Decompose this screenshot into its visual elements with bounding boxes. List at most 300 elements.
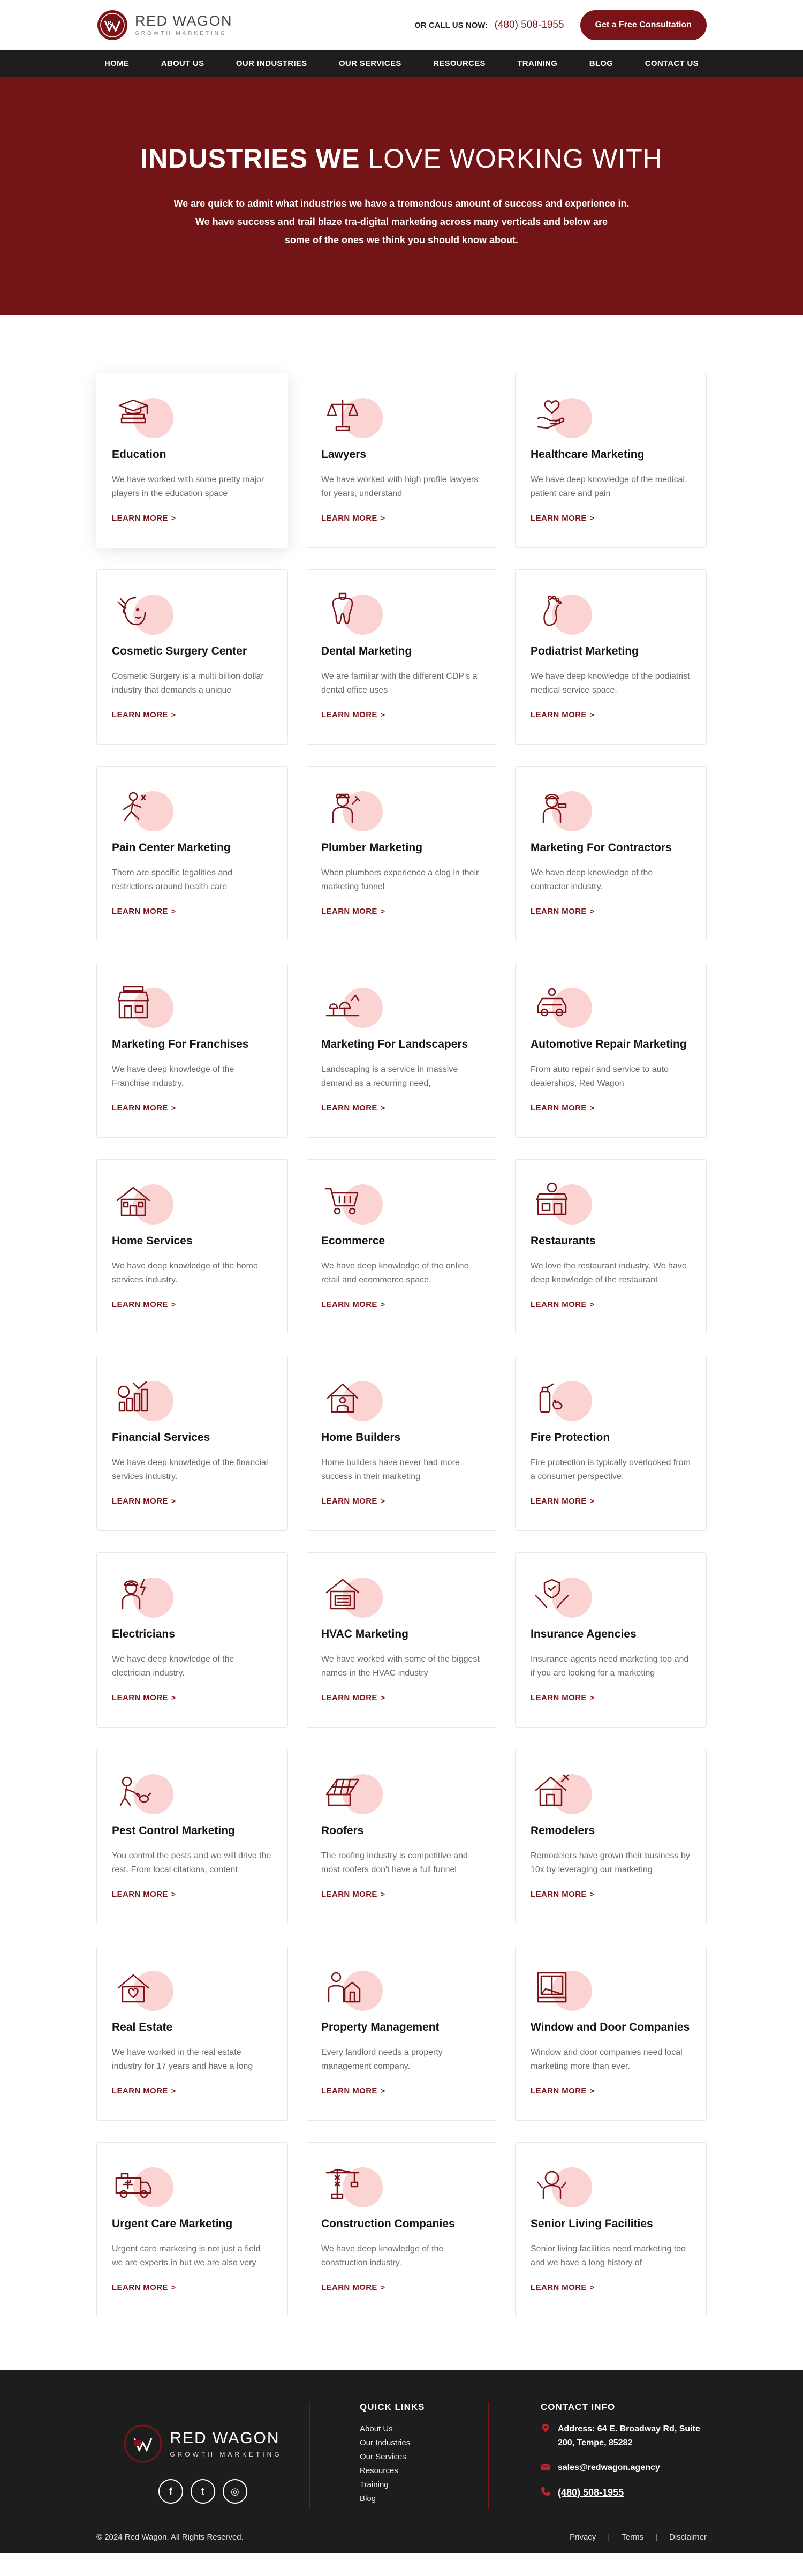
industry-card-icon-wrap [112, 1378, 176, 1421]
industry-card-description: Insurance agents need marketing too and if you are looking for a marketing [531, 1655, 689, 1678]
legal-links [570, 2533, 707, 2542]
industry-card-title: Window and Door Companies [531, 2021, 690, 2033]
footer-link-about-us[interactable]: About Us [360, 2424, 393, 2434]
footer-link-training[interactable]: Training [360, 2480, 389, 2489]
chevron-right-icon: > [380, 514, 385, 522]
footer-contact-info [541, 2402, 712, 2510]
chevron-right-icon: > [171, 907, 176, 915]
chevron-right-icon: > [171, 2283, 176, 2292]
footer-quick-links [360, 2402, 425, 2506]
industry-card-description: We are familiar with the different CDP's a dental office uses [321, 672, 478, 695]
industry-card[interactable] [515, 766, 707, 941]
learn-more-link[interactable] [112, 1497, 272, 1506]
learn-more-link[interactable] [531, 1693, 691, 1702]
learn-more-link[interactable] [531, 1890, 691, 1899]
hero-description-line: We have success and trail blaze tra-digital marketing across many verticals and below are [195, 216, 608, 227]
industry-card-title: Restaurants [531, 1235, 596, 1247]
chevron-right-icon: > [380, 710, 385, 719]
industry-card-description: We have deep knowledge of the contractor industry. [531, 868, 653, 891]
learn-more-link[interactable] [112, 2283, 272, 2292]
industry-card-title: Ecommerce [321, 1235, 385, 1247]
industry-card-title: Construction Companies [321, 2218, 455, 2230]
industry-card-icon-wrap [531, 395, 595, 438]
footer-brand-name: RED WAGON [170, 2429, 280, 2447]
page-title [140, 143, 663, 174]
industries-grid [96, 373, 707, 2317]
industry-card-icon-wrap [531, 1574, 595, 1617]
industry-card-description: We have worked with high profile lawyers for years, understand [321, 475, 479, 498]
learn-more-label: LEARN MORE [112, 2086, 168, 2096]
learn-more-link[interactable] [112, 710, 272, 719]
learn-more-label: LEARN MORE [531, 1103, 587, 1113]
plumber-icon [321, 788, 364, 831]
industry-card-title: Roofers [321, 1824, 364, 1837]
nav-item-training[interactable]: TRAINING [517, 58, 558, 68]
industry-card[interactable] [96, 1159, 288, 1334]
industry-card[interactable] [515, 373, 707, 548]
learn-more-label: LEARN MORE [531, 1300, 587, 1309]
industry-card-title: Home Builders [321, 1431, 401, 1444]
learn-more-label: LEARN MORE [531, 907, 587, 916]
industry-card-title: Urgent Care Marketing [112, 2218, 233, 2230]
learn-more-link[interactable] [112, 1890, 272, 1899]
industry-card-description: Home builders have never had more success in their marketing [321, 1458, 460, 1481]
learn-more-label: LEARN MORE [531, 1693, 587, 1702]
industry-card-description: When plumbers experience a clog in their marketing funnel [321, 868, 479, 891]
car-icon [531, 985, 573, 1027]
learn-more-label: LEARN MORE [321, 1890, 377, 1899]
industry-card-icon-wrap [531, 985, 595, 1027]
industry-card-description: We have worked in the real estate industry for 17 years and have a long [112, 2048, 253, 2071]
learn-more-link[interactable] [531, 2086, 691, 2096]
industry-card-icon-wrap [112, 2164, 176, 2207]
industry-card-icon-wrap [112, 985, 176, 1027]
nav-item-blog[interactable]: BLOG [589, 58, 613, 68]
senior-icon [531, 2164, 573, 2207]
footer-link-our-services[interactable]: Our Services [360, 2452, 406, 2461]
restaurant-icon [531, 1181, 573, 1224]
learn-more-label: LEARN MORE [112, 1890, 168, 1899]
privacy-link[interactable]: Privacy [570, 2533, 596, 2542]
industry-card-description: Every landlord needs a property management company. [321, 2048, 443, 2071]
learn-more-label: LEARN MORE [531, 514, 587, 523]
industry-card-description: We have deep knowledge of the online retail and ecommerce space. [321, 1261, 469, 1285]
industry-card-description: We have worked with some of the biggest names in the HVAC industry [321, 1655, 480, 1678]
learn-more-label: LEARN MORE [112, 2283, 168, 2292]
envelope-icon [541, 2462, 550, 2472]
nav-item-our-services[interactable]: OUR SERVICES [338, 58, 402, 68]
learn-more-label: LEARN MORE [321, 2086, 377, 2096]
map-pin-icon [541, 2423, 550, 2433]
industry-card-title: Fire Protection [531, 1431, 610, 1444]
learn-more-label: LEARN MORE [531, 1890, 587, 1899]
footer-link-resources[interactable]: Resources [360, 2466, 398, 2475]
industry-card-icon-wrap [321, 1378, 385, 1421]
learn-more-link[interactable] [531, 2283, 691, 2292]
site-footer [0, 2370, 803, 2553]
industry-card-title: Real Estate [112, 2021, 173, 2033]
brand-name: RED WAGON [135, 12, 232, 29]
industry-card-icon-wrap [321, 591, 385, 634]
industry-card-description: Window and door companies need local marketing more than ever. [531, 2048, 683, 2071]
industry-card-icon-wrap [321, 1771, 385, 1814]
learn-more-link[interactable] [321, 2086, 482, 2096]
industry-card-title: Financial Services [112, 1431, 210, 1444]
industry-card-title: Automotive Repair Marketing [531, 1038, 687, 1050]
chevron-right-icon: > [171, 1890, 176, 1898]
learn-more-link[interactable] [321, 1103, 482, 1113]
chevron-right-icon: > [171, 1497, 176, 1505]
learn-more-link[interactable] [321, 907, 482, 916]
contact-heading: CONTACT INFO [541, 2402, 616, 2412]
brand-tagline: GROWTH MARKETING [135, 30, 227, 36]
chevron-right-icon: > [589, 710, 595, 719]
learn-more-link[interactable] [321, 514, 482, 523]
chevron-right-icon: > [380, 1497, 385, 1505]
chevron-right-icon: > [380, 1300, 385, 1309]
industry-card-icon-wrap [531, 1181, 595, 1224]
learn-more-link[interactable] [321, 2283, 482, 2292]
industry-card[interactable] [96, 766, 288, 941]
industry-card-title: HVAC Marketing [321, 1628, 408, 1640]
nav-item-home[interactable]: HOME [104, 58, 130, 68]
learn-more-link[interactable] [531, 710, 691, 719]
industry-card[interactable] [96, 2142, 288, 2317]
industry-card-description: Senior living facilities need marketing too and we have a long history of [531, 2244, 686, 2267]
footer-divider [309, 2402, 310, 2509]
learn-more-label: LEARN MORE [321, 907, 377, 916]
industry-card-title: Podiatrist Marketing [531, 645, 639, 657]
industry-card-description: We have deep knowledge of the electrician industry. [112, 1655, 234, 1678]
industry-card-icon-wrap [112, 1574, 176, 1617]
industry-card[interactable] [306, 1356, 497, 1531]
phone-icon [541, 2487, 550, 2496]
face-icon [112, 591, 155, 634]
learn-more-label: LEARN MORE [321, 1497, 377, 1506]
learn-more-label: LEARN MORE [112, 1693, 168, 1702]
learn-more-link[interactable] [112, 1693, 272, 1702]
industry-card-title: Marketing For Contractors [531, 842, 672, 854]
industry-card-description: We have deep knowledge of the podiatrist medical service space. [531, 672, 690, 695]
learn-more-link[interactable] [531, 514, 691, 523]
industry-card[interactable] [96, 569, 288, 745]
industry-card[interactable] [306, 1159, 497, 1334]
industry-card-title: Plumber Marketing [321, 842, 423, 854]
industry-card-description: Fire protection is typically overlooked from a consumer perspective. [531, 1458, 691, 1481]
learn-more-label: LEARN MORE [321, 1300, 377, 1309]
quick-links-heading: QUICK LINKS [360, 2402, 425, 2412]
learn-more-label: LEARN MORE [321, 710, 377, 719]
terms-link[interactable]: Terms [622, 2533, 644, 2542]
instagram-icon[interactable]: ◎ [223, 2479, 247, 2504]
learn-more-label: LEARN MORE [321, 2283, 377, 2292]
industry-card-icon-wrap [112, 591, 176, 634]
industry-card[interactable] [515, 1159, 707, 1334]
copyright-text: © 2024 Red Wagon. All Rights Reserved. [96, 2533, 244, 2542]
chevron-right-icon: > [589, 1300, 595, 1309]
industries-section [0, 315, 803, 2370]
industry-card-description: The roofing industry is competitive and most roofers don't have a full funnel [321, 1851, 468, 1874]
chevron-right-icon: > [380, 1103, 385, 1112]
industry-card-icon-wrap [112, 1967, 176, 2010]
industry-card-icon-wrap [321, 395, 385, 438]
main-nav [0, 50, 803, 77]
industry-card[interactable] [96, 1552, 288, 1728]
learn-more-label: LEARN MORE [112, 1103, 168, 1113]
industry-card-description: Cosmetic Surgery is a multi billion dollar industry that demands a unique [112, 672, 264, 695]
wagon-logo-icon [96, 9, 128, 41]
industry-card[interactable] [306, 569, 497, 745]
scales-icon [321, 395, 364, 438]
remodel-icon [531, 1771, 573, 1814]
industry-card-title: Property Management [321, 2021, 440, 2033]
learn-more-link[interactable] [112, 1103, 272, 1113]
learn-more-link[interactable] [112, 1300, 272, 1309]
cart-icon [321, 1181, 364, 1224]
footer-divider [488, 2402, 489, 2509]
property-icon [321, 1967, 364, 2010]
industry-card-icon-wrap [321, 1967, 385, 2010]
pain-icon [112, 788, 155, 831]
graduation-icon [112, 395, 155, 438]
learn-more-label: LEARN MORE [321, 1693, 377, 1702]
industry-card[interactable] [515, 1946, 707, 2121]
chevron-right-icon: > [380, 2086, 385, 2095]
industry-card-description: There are specific legalities and restrictions around health care [112, 868, 233, 891]
chevron-right-icon: > [380, 1890, 385, 1898]
industry-card-title: Cosmetic Surgery Center [112, 645, 247, 657]
industry-card-description: We have deep knowledge of the Franchise industry. [112, 1065, 234, 1088]
foot-icon [531, 591, 573, 634]
learn-more-label: LEARN MORE [531, 1497, 587, 1506]
industry-card-description: We have deep knowledge of the medical, patient care and pain [531, 475, 687, 498]
svg-text:R: R [107, 19, 112, 27]
chevron-right-icon: > [589, 1890, 595, 1898]
industry-card-icon-wrap [321, 985, 385, 1027]
chevron-right-icon: > [171, 1300, 176, 1309]
learn-more-label: LEARN MORE [112, 1300, 168, 1309]
chevron-right-icon: > [589, 1693, 595, 1702]
shield-hands-icon [531, 1574, 573, 1617]
industry-card[interactable] [515, 963, 707, 1138]
industry-card-icon-wrap [531, 2164, 595, 2207]
industry-card[interactable] [96, 1356, 288, 1531]
industry-card-description: Remodelers have grown their business by 10x by leveraging our marketing [531, 1851, 690, 1874]
learn-more-label: LEARN MORE [112, 514, 168, 523]
disclaimer-link[interactable]: Disclaimer [669, 2533, 707, 2542]
learn-more-link[interactable] [112, 2086, 272, 2096]
window-icon [531, 1967, 573, 2010]
chevron-right-icon: > [589, 1497, 595, 1505]
industry-card-icon-wrap [531, 1771, 595, 1814]
industry-card[interactable] [306, 766, 497, 941]
industry-card-title: Senior Living Facilities [531, 2218, 653, 2230]
footer-link-our-industries[interactable]: Our Industries [360, 2438, 411, 2447]
learn-more-link[interactable] [531, 1497, 691, 1506]
footer-phone-link[interactable]: (480) 508-1955 [558, 2487, 624, 2498]
footer-brand-logo[interactable] [124, 2424, 282, 2463]
chevron-right-icon: > [589, 907, 595, 915]
learn-more-link[interactable] [112, 907, 272, 916]
industry-card[interactable] [306, 373, 497, 548]
chevron-right-icon: > [171, 1103, 176, 1112]
industry-card-title: Healthcare Marketing [531, 448, 645, 461]
nav-item-our-industries[interactable]: OUR INDUSTRIES [236, 58, 307, 68]
learn-more-label: LEARN MORE [321, 1103, 377, 1113]
roof-icon [321, 1771, 364, 1814]
hero-description [174, 194, 630, 249]
industry-card[interactable] [306, 1749, 497, 1924]
industry-card-title: Pest Control Marketing [112, 1824, 235, 1837]
header-phone-link[interactable]: (480) 508-1955 [494, 19, 564, 31]
crane-icon [321, 2164, 364, 2207]
real-estate-icon [112, 1967, 155, 2010]
learn-more-link[interactable] [321, 1693, 482, 1702]
wagon-logo-icon [124, 2424, 162, 2463]
industry-card[interactable] [306, 1946, 497, 2121]
learn-more-link[interactable] [531, 1103, 691, 1113]
chevron-right-icon: > [380, 1693, 385, 1702]
industry-card-title: Dental Marketing [321, 645, 412, 657]
industry-card-description: We love the restaurant industry. We have deep knowledge of the restaurant [531, 1261, 687, 1285]
chevron-right-icon: > [589, 2086, 595, 2095]
industry-card-icon-wrap [112, 395, 176, 438]
heart-hand-icon [531, 395, 573, 438]
industry-card-icon-wrap [321, 1181, 385, 1224]
learn-more-link[interactable] [321, 1890, 482, 1899]
tooth-icon [321, 591, 364, 634]
industry-card-icon-wrap [112, 1771, 176, 1814]
industry-card-icon-wrap [321, 1574, 385, 1617]
learn-more-label: LEARN MORE [531, 710, 587, 719]
chevron-right-icon: > [589, 2283, 595, 2292]
ambulance-icon [112, 2164, 155, 2207]
industry-card-title: Marketing For Franchises [112, 1038, 249, 1050]
industry-card-title: Marketing For Landscapers [321, 1038, 468, 1050]
learn-more-link[interactable] [531, 1300, 691, 1309]
industry-card[interactable] [515, 569, 707, 745]
industry-card-description: We have deep knowledge of the financial services industry. [112, 1458, 268, 1481]
learn-more-label: LEARN MORE [112, 907, 168, 916]
industry-card-icon-wrap [531, 591, 595, 634]
industry-card[interactable] [96, 1749, 288, 1924]
industry-card-title: Pain Center Marketing [112, 842, 231, 854]
home-builder-icon [321, 1378, 364, 1421]
industry-card-description: We have deep knowledge of the home services industry. [112, 1261, 258, 1285]
learn-more-label: LEARN MORE [531, 2283, 587, 2292]
industry-card-title: Home Services [112, 1235, 193, 1247]
site-header [0, 0, 803, 50]
chevron-right-icon: > [380, 2283, 385, 2292]
industry-card-icon-wrap [112, 788, 176, 831]
legal-separator: | [608, 2533, 610, 2542]
industry-card-description: Urgent care marketing is not just a field we are experts in but we are also very [112, 2244, 261, 2267]
industry-card-title: Electricians [112, 1628, 175, 1640]
house-icon [112, 1181, 155, 1224]
learn-more-link[interactable] [321, 710, 482, 719]
industry-card-description: You control the pests and we will drive the rest. From local citations, content [112, 1851, 271, 1874]
industry-card-description: Landscaping is a service in massive demand as a recurring need, [321, 1065, 458, 1088]
industry-card-description: From auto repair and service to auto dealerships, Red Wagon [531, 1065, 669, 1088]
nav-item-about-us[interactable]: ABOUT US [161, 58, 204, 68]
industry-card-icon-wrap [531, 1378, 595, 1421]
industry-card[interactable] [96, 963, 288, 1138]
learn-more-label: LEARN MORE [321, 514, 377, 523]
industry-card-icon-wrap [321, 2164, 385, 2207]
industry-card-icon-wrap [112, 1181, 176, 1224]
industry-card[interactable] [515, 2142, 707, 2317]
industry-card[interactable] [306, 1552, 497, 1728]
landscape-icon [321, 985, 364, 1027]
footer-address: Address: 64 E. Broadway Rd, Suite 200, Tempe, 85282 [558, 2424, 700, 2447]
footer-brand-tagline: GROWTH MARKETING [170, 2451, 282, 2458]
industry-card-description: We have deep knowledge of the construction industry. [321, 2244, 444, 2267]
page-title-light: LOVE WORKING WITH [368, 143, 663, 174]
industry-card[interactable] [96, 1946, 288, 2121]
industry-card-icon-wrap [531, 788, 595, 831]
learn-more-link[interactable] [112, 514, 272, 523]
industry-card[interactable] [306, 2142, 497, 2317]
industry-card-title: Insurance Agencies [531, 1628, 637, 1640]
learn-more-link[interactable] [321, 1300, 482, 1309]
industry-card[interactable] [96, 373, 288, 548]
legal-separator: | [655, 2533, 657, 2542]
industry-card-title: Remodelers [531, 1824, 595, 1837]
storefront-icon [112, 985, 155, 1027]
learn-more-label: LEARN MORE [112, 710, 168, 719]
industry-card-title: Lawyers [321, 448, 367, 461]
brand-logo[interactable] [96, 9, 232, 41]
chevron-right-icon: > [589, 514, 595, 522]
social-links [158, 2479, 247, 2504]
facebook-icon[interactable]: f [158, 2479, 183, 2504]
twitter-icon[interactable]: t [191, 2479, 215, 2504]
hero-description-line: We are quick to admit what industries we have a tremendous amount of success and experience in. [173, 198, 630, 209]
call-label: OR CALL US NOW: [414, 20, 488, 30]
chevron-right-icon: > [171, 2086, 176, 2095]
contractor-icon [531, 788, 573, 831]
hero-banner [0, 77, 803, 315]
page-title-strong: INDUSTRIES WE [140, 143, 360, 174]
industry-card[interactable] [515, 1356, 707, 1531]
industry-card[interactable] [515, 1552, 707, 1728]
footer-link-blog[interactable]: Blog [360, 2494, 376, 2503]
extinguisher-icon [531, 1378, 573, 1421]
chevron-right-icon: > [171, 710, 176, 719]
chevron-right-icon: > [589, 1103, 595, 1112]
chevron-right-icon: > [380, 907, 385, 915]
footer-email-link[interactable]: sales@redwagon.agency [558, 2463, 660, 2472]
nav-item-contact-us[interactable]: CONTACT US [645, 58, 699, 68]
industry-card[interactable] [515, 1749, 707, 1924]
pest-icon [112, 1771, 155, 1814]
industry-card-description: We have worked with some pretty major players in the education space [112, 475, 264, 498]
learn-more-link[interactable] [321, 1497, 482, 1506]
free-consultation-button[interactable]: Get a Free Consultation [580, 10, 707, 40]
industry-card-icon-wrap [321, 788, 385, 831]
industry-card[interactable] [306, 963, 497, 1138]
nav-item-resources[interactable]: RESOURCES [433, 58, 486, 68]
learn-more-link[interactable] [531, 907, 691, 916]
industry-card-icon-wrap [531, 1967, 595, 2010]
electrician-icon [112, 1574, 155, 1617]
finance-icon [112, 1378, 155, 1421]
hvac-icon [321, 1574, 364, 1617]
hero-description-line: some of the ones we think you should know about. [284, 234, 518, 245]
chevron-right-icon: > [171, 514, 176, 522]
chevron-right-icon: > [171, 1693, 176, 1702]
industry-card-title: Education [112, 448, 166, 461]
